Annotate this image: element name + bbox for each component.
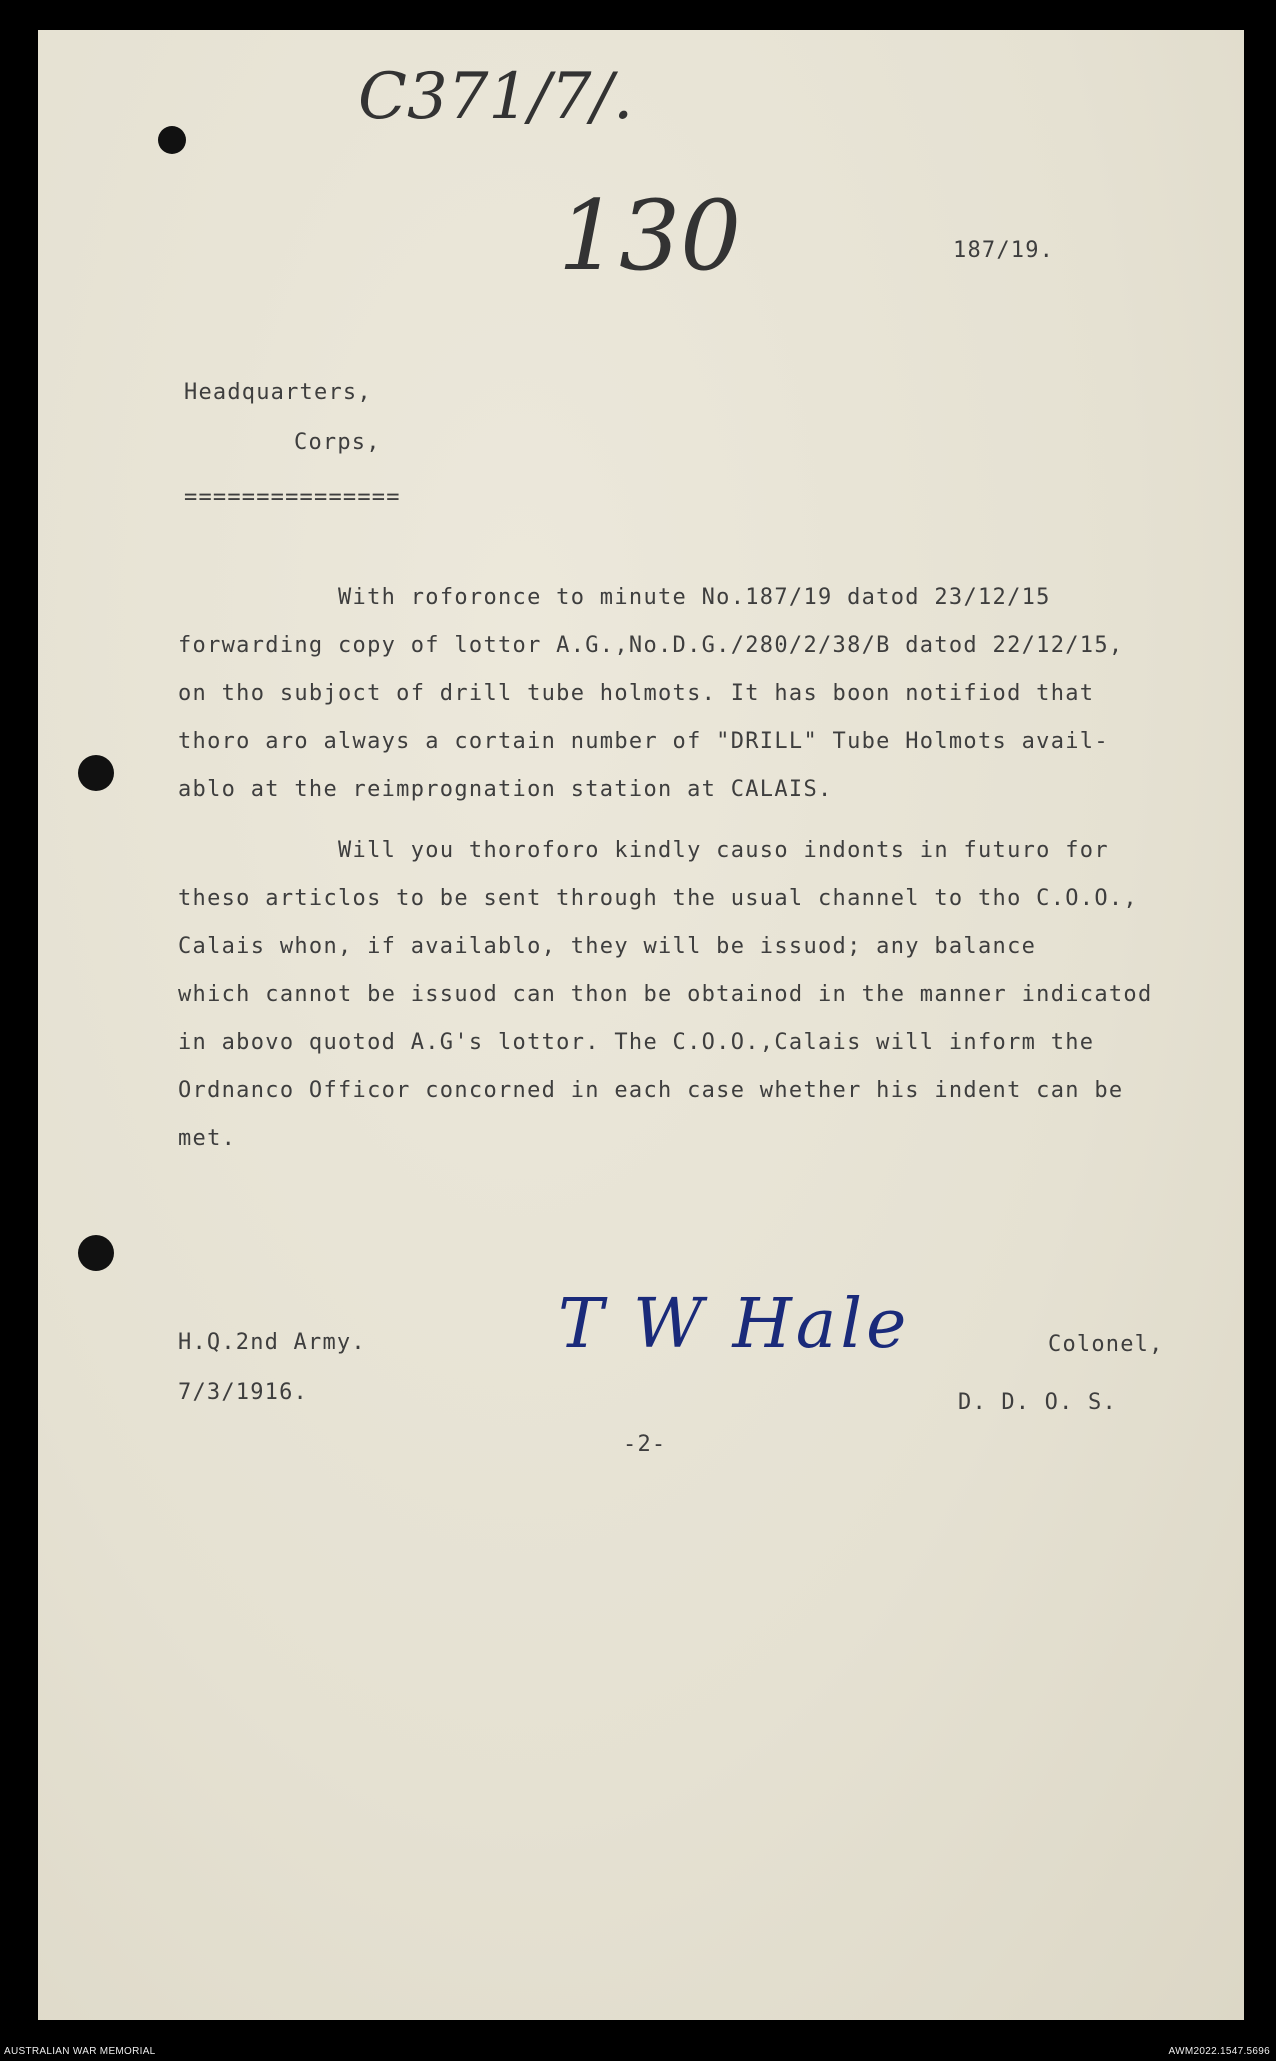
addressee-line1: Headquarters,	[184, 380, 372, 405]
paragraph2-line: Calais whon, if availablo, they will be issuod; any balance	[178, 934, 1037, 959]
punch-hole-middle	[78, 755, 114, 791]
paragraph1-line: ablo at the reimprognation station at CALAIS.	[178, 777, 833, 802]
signature: T W Hale	[558, 1285, 911, 1364]
paragraph1-line: With roforonce to minute No.187/19 datod 23/12/15	[338, 585, 1051, 610]
page-marker: -2-	[623, 1432, 667, 1457]
footer-accession: AWM2022.1547.5696	[1168, 2046, 1270, 2057]
paragraph2-line: Ordnanco Officor concorned in each case whether his indent can be	[178, 1078, 1124, 1103]
reference-number: 187/19.	[953, 238, 1055, 263]
paragraph2-line: theso articlos to be sent through the usual channel to tho C.O.O.,	[178, 886, 1138, 911]
title-line: D. D. O. S.	[958, 1390, 1117, 1415]
double-rule: ===============	[184, 485, 401, 510]
paragraph2-line: met.	[178, 1126, 237, 1151]
punch-hole-top	[158, 126, 186, 154]
footer-credit: AUSTRALIAN WAR MEMORIAL	[4, 2046, 156, 2057]
rank-line: Colonel,	[1048, 1332, 1164, 1357]
punch-hole-lower	[78, 1235, 114, 1271]
paragraph1-line: thoro aro always a cortain number of "DRILL" Tube Holmots avail-	[178, 729, 1109, 754]
handwritten-file-ref: C371/7/.	[358, 60, 634, 134]
addressee-line2: Corps,	[294, 430, 381, 455]
paragraph2-line: which cannot be issuod can thon be obtainod in the manner indicatod	[178, 982, 1153, 1007]
paragraph1-line: forwarding copy of lottor A.G.,No.D.G./280/2/38/B datod 22/12/15,	[178, 633, 1124, 658]
paragraph2-line: in abovo quotod A.G's lottor. The C.O.O.,Calais will inform the	[178, 1030, 1095, 1055]
paragraph2-line: Will you thoroforo kindly causo indonts in futuro for	[338, 838, 1109, 863]
origin-line: H.Q.2nd Army.	[178, 1330, 366, 1355]
handwritten-folio: 130	[558, 180, 742, 292]
paragraph1-line: on tho subjoct of drill tube holmots. It has boon notifiod that	[178, 681, 1095, 706]
date-line: 7/3/1916.	[178, 1380, 309, 1405]
document-page	[38, 30, 1244, 2020]
